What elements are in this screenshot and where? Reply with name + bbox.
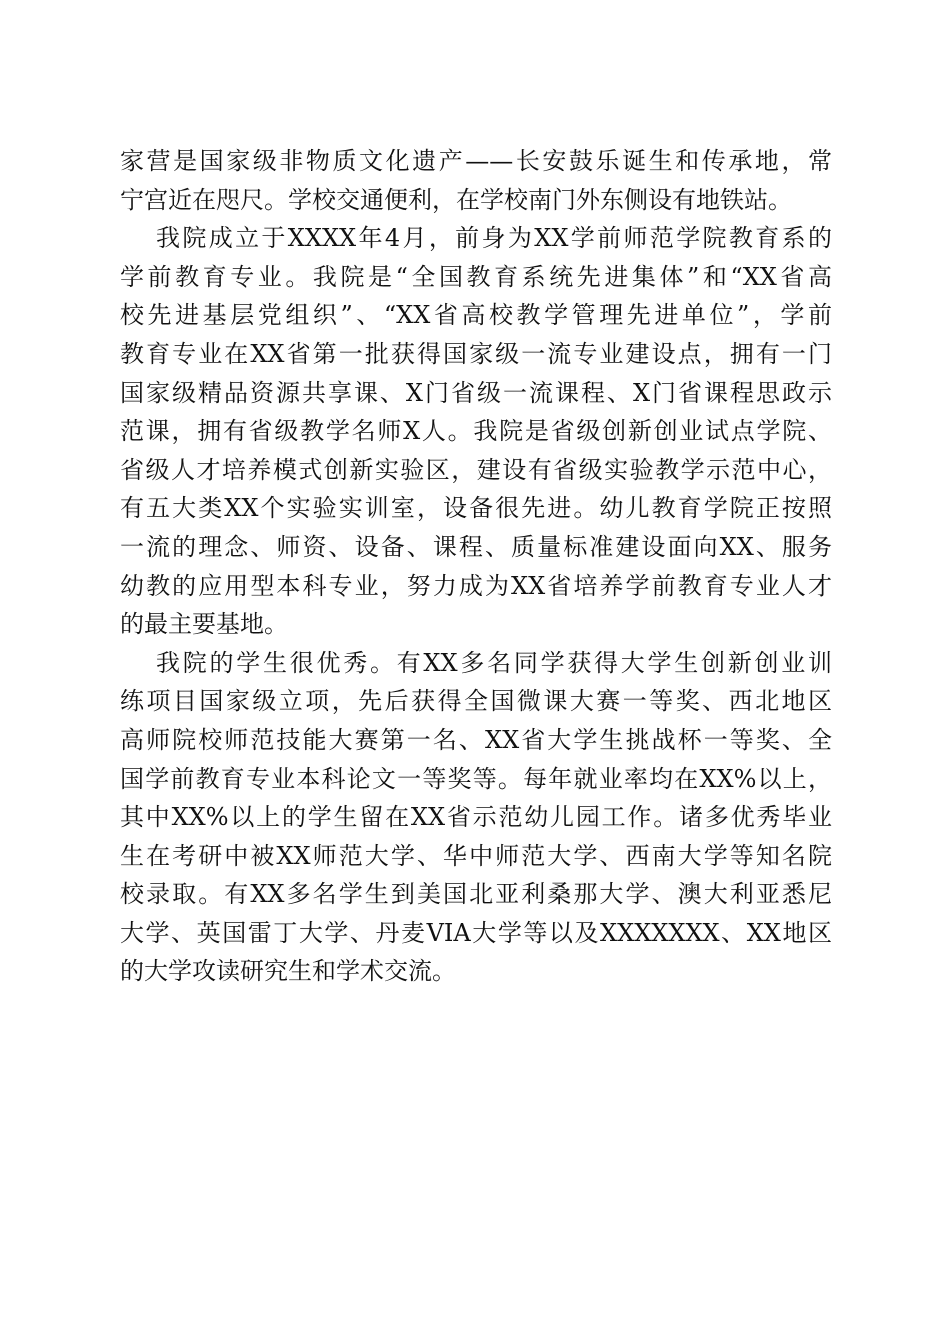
paragraph-line: 教育专业在XX省第一批获得国家级一流专业建设点，拥有一门 bbox=[120, 339, 832, 368]
paragraph-line: 国家级精品资源共享课、X门省级一流课程、X门省课程思政示 bbox=[120, 378, 832, 407]
paragraph-line: 大学、英国雷丁大学、丹麦VIA大学等以及XXXXXXX、XX地区 bbox=[120, 918, 832, 947]
paragraph-line: 我院的学生很优秀。有XX多名同学获得大学生创新创业训 bbox=[156, 648, 832, 677]
paragraph-line: 省级人才培养模式创新实验区，建设有省级实验教学示范中心， bbox=[120, 455, 832, 484]
paragraph-line: 练项目国家级立项，先后获得全国微课大赛一等奖、西北地区 bbox=[120, 687, 832, 716]
paragraph-line: 其中XX%以上的学生留在XX省示范幼儿园工作。诸多优秀毕业 bbox=[120, 803, 832, 832]
document-body bbox=[120, 142, 832, 991]
paragraph-line: 的大学攻读研究生和学术交流。 bbox=[120, 957, 456, 986]
paragraph-line: 的最主要基地。 bbox=[120, 610, 288, 639]
paragraph-line: 国学前教育专业本科论文一等奖等。每年就业率均在XX%以上， bbox=[120, 764, 832, 793]
paragraph-line: 有五大类XX个实验实训室，设备很先进。幼儿教育学院正按照 bbox=[120, 494, 832, 523]
paragraph-line: 家营是国家级非物质文化遗产——长安鼓乐诞生和传承地，常 bbox=[120, 147, 832, 175]
paragraph-line: 宁宫近在咫尺。学校交通便利，在学校南门外东侧设有地铁站。 bbox=[120, 185, 792, 214]
paragraph-line: 生在考研中被XX师范大学、华中师范大学、西南大学等知名院 bbox=[120, 841, 832, 870]
paragraph-line: 我院成立于XXXX年4月，前身为XX学前师范学院教育系的 bbox=[156, 224, 832, 253]
paragraph-line: 学前教育专业。我院是“全国教育系统先进集体”和“XX省高 bbox=[120, 262, 832, 291]
paragraph-line: 校先进基层党组织”、“XX省高校教学管理先进单位”，学前 bbox=[120, 301, 832, 330]
paragraph-line: 幼教的应用型本科专业，努力成为XX省培养学前教育专业人才 bbox=[120, 571, 832, 600]
paragraph-line: 范课，拥有省级教学名师X人。我院是省级创新创业试点学院、 bbox=[120, 417, 832, 446]
paragraph-line: 校录取。有XX多名学生到美国北亚利桑那大学、澳大利亚悉尼 bbox=[120, 880, 832, 909]
paragraph-line: 高师院校师范技能大赛第一名、XX省大学生挑战杯一等奖、全 bbox=[120, 725, 832, 754]
paragraph-line: 一流的理念、师资、设备、课程、质量标准建设面向XX、服务 bbox=[120, 532, 832, 561]
